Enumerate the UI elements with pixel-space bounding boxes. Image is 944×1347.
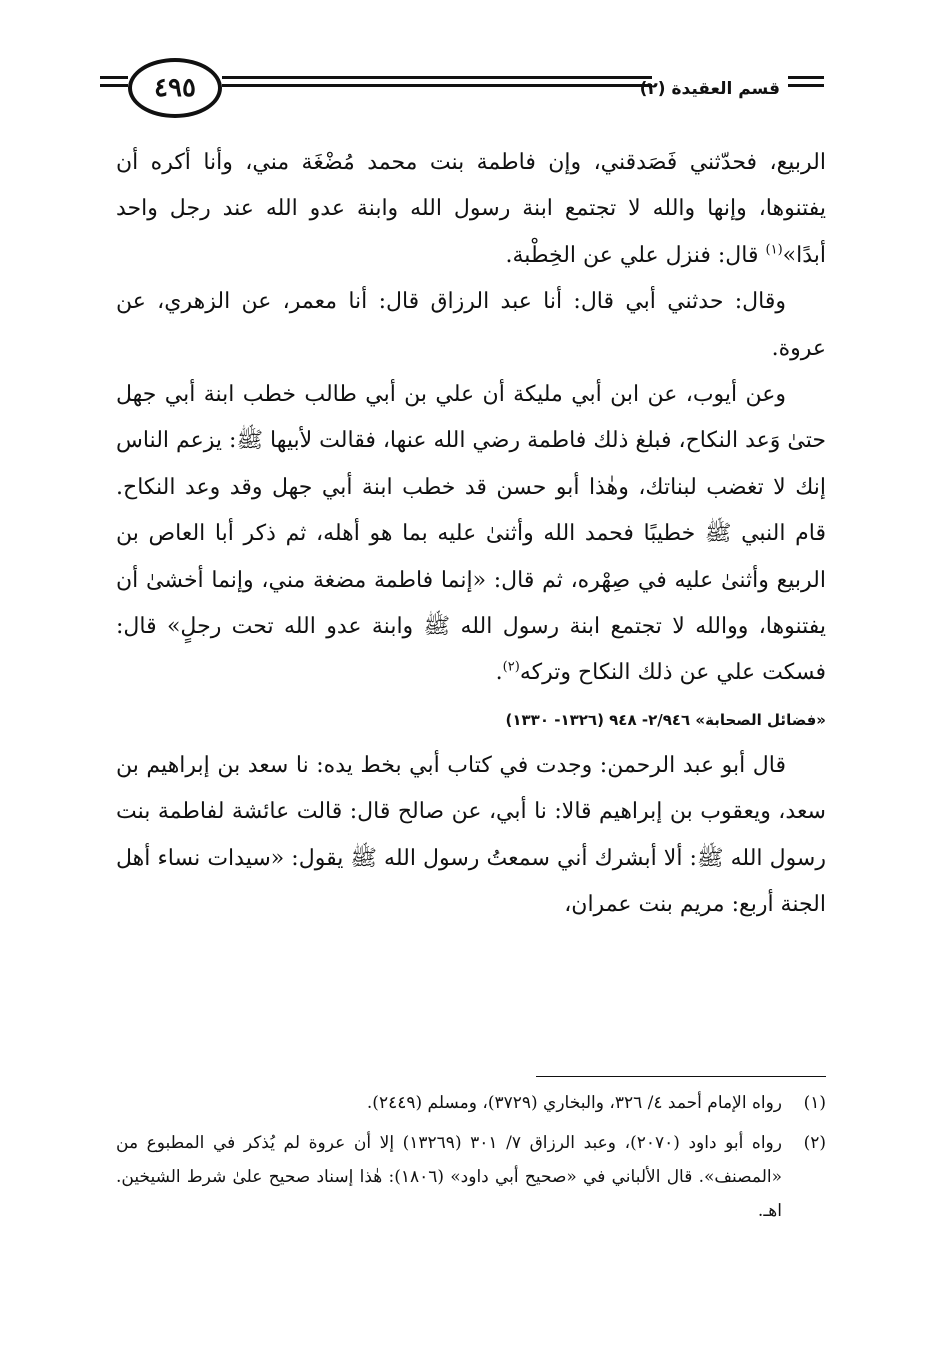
footnote-1 bbox=[116, 1086, 826, 1120]
header-rule bbox=[788, 76, 824, 79]
paragraph-3 bbox=[116, 372, 826, 697]
footnote-number: (١) bbox=[803, 1093, 826, 1113]
paragraph-3-text: وعن أيوب، عن ابن أبي مليكة أن علي بن أبي طالب خطب ابنة أبي جهل حتىٰ وَعد النكاح، فبلغ ذلك فاطمة رضي الله عنها، فقالت لأبيها ﷺ: يزعم الناس إنك لا تغضب لبناتك، وهٰذا أبو حسن قد خطب ابنة أبي جهل وقد وعد النكاح. قام النبي ﷺ خطيبًا فحمد الله وأثنىٰ عليه بما هو أهله، ثم ذكر أبا العاص بن الربيع وأثنىٰ عليه في صِهْره، ثم قال: «إنما فاطمة مضغة مني، وإنما أخشىٰ أن يفتنوها، ووالله لا تجتمع ابنة رسول الله ﷺ وابنة عدو الله تحت رجلٍ» قال: فسكت علي عن ذلك النكاح وتركه bbox=[116, 382, 826, 686]
header-rule bbox=[100, 76, 128, 79]
source-citation: «فضائل الصحابة» ٢/٩٤٦- ٩٤٨ (١٣٢٦- ١٣٣٠) bbox=[505, 710, 826, 729]
footnote-ref-2[interactable]: (٢) bbox=[502, 660, 520, 676]
footnote-number: (٢) bbox=[803, 1133, 826, 1153]
header-rule bbox=[788, 84, 824, 87]
footnotes bbox=[116, 1086, 826, 1234]
header-rule bbox=[222, 76, 652, 79]
running-title: قسم العقيدة (٢) bbox=[639, 79, 780, 99]
paragraph-1-tail: قال: فنزل علي عن الخِطْبة. bbox=[505, 242, 766, 268]
paragraph-4: قال أبو عبد الرحمن: وجدت في كتاب أبي بخط يده: نا سعد بن إبراهيم بن سعد، ويعقوب بن إبراهيم قالا: نا أبي، عن صالح قال: قالت عائشة لفاطمة بنت رسول الله ﷺ: ألا أبشرك أني سمعتُ رسول الله ﷺ يقول: «سيدات نساء أهل الجنة أربع: مريم بنت عمران، bbox=[116, 752, 826, 918]
footnote-text: رواه الإمام أحمد ٤/ ٣٢٦، والبخاري (٣٧٢٩)، ومسلم (٢٤٤٩). bbox=[366, 1093, 782, 1113]
header-rule bbox=[222, 84, 652, 87]
paragraph-2: وقال: حدثني أبي قال: أنا عبد الرزاق قال: أنا معمر، عن الزهري، عن عروة. bbox=[116, 289, 826, 361]
page-number: ٤٩٥ bbox=[128, 58, 222, 118]
page-header bbox=[100, 56, 824, 128]
paragraph-3-end: . bbox=[495, 660, 503, 686]
footnote-text: رواه أبو داود (٢٠٧٠)، وعبد الرزاق ٧/ ٣٠١ (١٣٢٦٩) إلا أن عروة لم يُذكر في المطبوع من «المصنف». قال الألباني في «صحيح أبي داود» (١٨٠٦): هٰذا إسناد صحيح علىٰ شرط الشيخين. اهـ. bbox=[116, 1133, 783, 1221]
footnote-2 bbox=[116, 1126, 826, 1228]
main-text bbox=[116, 140, 826, 929]
footnote-separator bbox=[536, 1076, 826, 1077]
paragraph-1 bbox=[116, 140, 826, 279]
paragraph-1-text: الربيع، فحدّثني فَصَدقني، وإن فاطمة بنت محمد مُضْغَة مني، وأنا أكره أن يفتنوها، وإنها والله لا تجتمع ابنة رسول الله وابنة عدو الله عند رجل واحد أبدًا» bbox=[116, 150, 827, 268]
footnote-ref-1[interactable]: (١) bbox=[765, 242, 783, 258]
header-rule bbox=[100, 84, 128, 87]
